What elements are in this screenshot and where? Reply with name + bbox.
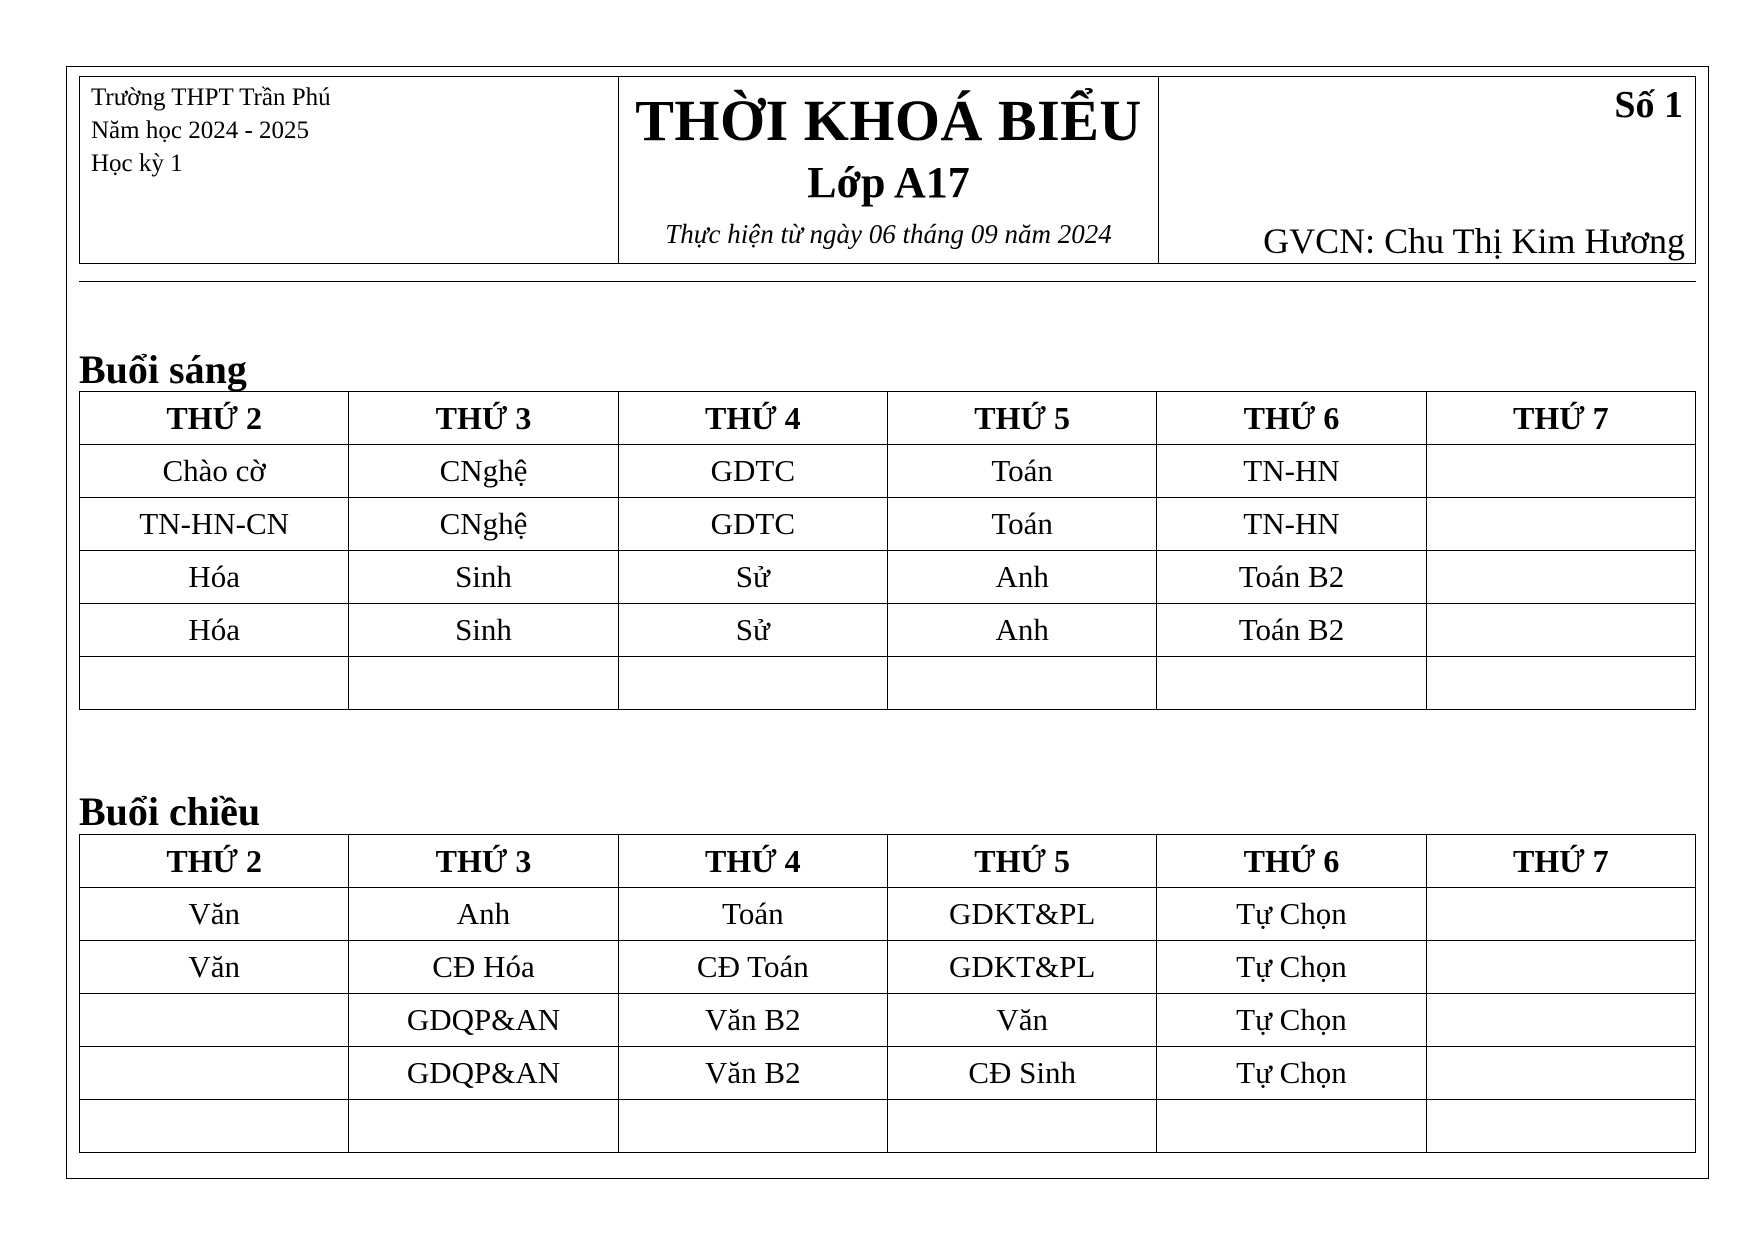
table-row: [80, 888, 1696, 941]
subject-cell: [887, 1100, 1156, 1153]
day-header: THỨ 5: [887, 392, 1156, 445]
day-header: THỨ 2: [80, 392, 349, 445]
header-row: [80, 835, 1696, 888]
subject-cell: Toán B2: [1157, 604, 1426, 657]
day-header: THỨ 4: [618, 835, 887, 888]
day-header: THỨ 3: [349, 835, 618, 888]
subject-cell: GDKT&PL: [887, 888, 1156, 941]
school-name: Trường THPT Trần Phú: [91, 84, 331, 111]
semester: Học kỳ 1: [91, 150, 183, 177]
timetable-header: [79, 76, 1696, 264]
subject-cell: Văn: [80, 941, 349, 994]
table-row: [80, 604, 1696, 657]
subject-cell: Toán B2: [1157, 551, 1426, 604]
subject-cell: [349, 657, 618, 710]
subject-cell: Văn: [80, 888, 349, 941]
subject-cell: Chào cờ: [80, 445, 349, 498]
effective-date: Thực hiện từ ngày 06 tháng 09 năm 2024: [665, 219, 1112, 249]
subject-cell: GDTC: [618, 445, 887, 498]
table-row: [80, 941, 1696, 994]
subject-cell: [80, 1047, 349, 1100]
subject-cell: Tự Chọn: [1157, 888, 1426, 941]
table-row: [80, 1100, 1696, 1153]
subject-cell: CĐ Hóa: [349, 941, 618, 994]
divider: [79, 281, 1696, 282]
day-header: THỨ 4: [618, 392, 887, 445]
subject-cell: GDQP&AN: [349, 1047, 618, 1100]
day-header: THỨ 3: [349, 392, 618, 445]
homeroom-teacher: GVCN: Chu Thị Kim Hương: [1263, 221, 1685, 261]
subject-cell: [1426, 1100, 1695, 1153]
table-row: [80, 445, 1696, 498]
subject-cell: Tự Chọn: [1157, 994, 1426, 1047]
subject-cell: CNghệ: [349, 445, 618, 498]
subject-cell: [1426, 498, 1695, 551]
header-row: [80, 392, 1696, 445]
table-row: [80, 551, 1696, 604]
subject-cell: [887, 657, 1156, 710]
afternoon-table: [79, 834, 1696, 1153]
morning-title: Buổi sáng: [79, 347, 247, 392]
subject-cell: Toán: [887, 498, 1156, 551]
subject-cell: Anh: [349, 888, 618, 941]
day-header: THỨ 7: [1426, 392, 1695, 445]
table-row: [80, 498, 1696, 551]
subject-cell: [349, 1100, 618, 1153]
subject-cell: Anh: [887, 604, 1156, 657]
subject-cell: [80, 994, 349, 1047]
subject-cell: CNghệ: [349, 498, 618, 551]
subject-cell: [1426, 551, 1695, 604]
subject-cell: Anh: [887, 551, 1156, 604]
subject-cell: [1157, 657, 1426, 710]
subject-cell: Văn B2: [618, 994, 887, 1047]
sheet-number: Số 1: [1614, 84, 1683, 126]
subject-cell: GDKT&PL: [887, 941, 1156, 994]
school-info: [80, 77, 619, 263]
subject-cell: Văn: [887, 994, 1156, 1047]
subject-cell: TN-HN: [1157, 498, 1426, 551]
class-label: Lớp A17: [807, 158, 970, 207]
subject-cell: Toán: [887, 445, 1156, 498]
subject-cell: [80, 1100, 349, 1153]
subject-cell: [618, 1100, 887, 1153]
subject-cell: Hóa: [80, 551, 349, 604]
subject-cell: [1426, 604, 1695, 657]
school-year: Năm học 2024 - 2025: [91, 117, 310, 144]
subject-cell: [1426, 941, 1695, 994]
subject-cell: Tự Chọn: [1157, 941, 1426, 994]
day-header: THỨ 5: [887, 835, 1156, 888]
title-block: [619, 77, 1159, 263]
day-header: THỨ 6: [1157, 835, 1426, 888]
subject-cell: [1426, 657, 1695, 710]
day-header: THỨ 2: [80, 835, 349, 888]
day-header: THỨ 7: [1426, 835, 1695, 888]
subject-cell: Văn B2: [618, 1047, 887, 1100]
subject-cell: [1426, 1047, 1695, 1100]
subject-cell: Toán: [618, 888, 887, 941]
subject-cell: Sử: [618, 604, 887, 657]
subject-cell: Sinh: [349, 604, 618, 657]
subject-cell: TN-HN-CN: [80, 498, 349, 551]
sheet-info: [1159, 77, 1695, 263]
subject-cell: CĐ Sinh: [887, 1047, 1156, 1100]
subject-cell: [80, 657, 349, 710]
morning-table: [79, 391, 1696, 710]
subject-cell: [1426, 994, 1695, 1047]
subject-cell: Tự Chọn: [1157, 1047, 1426, 1100]
subject-cell: GDQP&AN: [349, 994, 618, 1047]
subject-cell: [1426, 888, 1695, 941]
day-header: THỨ 6: [1157, 392, 1426, 445]
subject-cell: [1157, 1100, 1426, 1153]
subject-cell: [618, 657, 887, 710]
subject-cell: Hóa: [80, 604, 349, 657]
afternoon-title: Buổi chiều: [79, 789, 261, 834]
subject-cell: [1426, 445, 1695, 498]
subject-cell: Sử: [618, 551, 887, 604]
table-row: [80, 657, 1696, 710]
subject-cell: GDTC: [618, 498, 887, 551]
subject-cell: Sinh: [349, 551, 618, 604]
page-title: THỜI KHOÁ BIỂU: [635, 88, 1142, 153]
table-row: [80, 1047, 1696, 1100]
subject-cell: CĐ Toán: [618, 941, 887, 994]
subject-cell: TN-HN: [1157, 445, 1426, 498]
table-row: [80, 994, 1696, 1047]
